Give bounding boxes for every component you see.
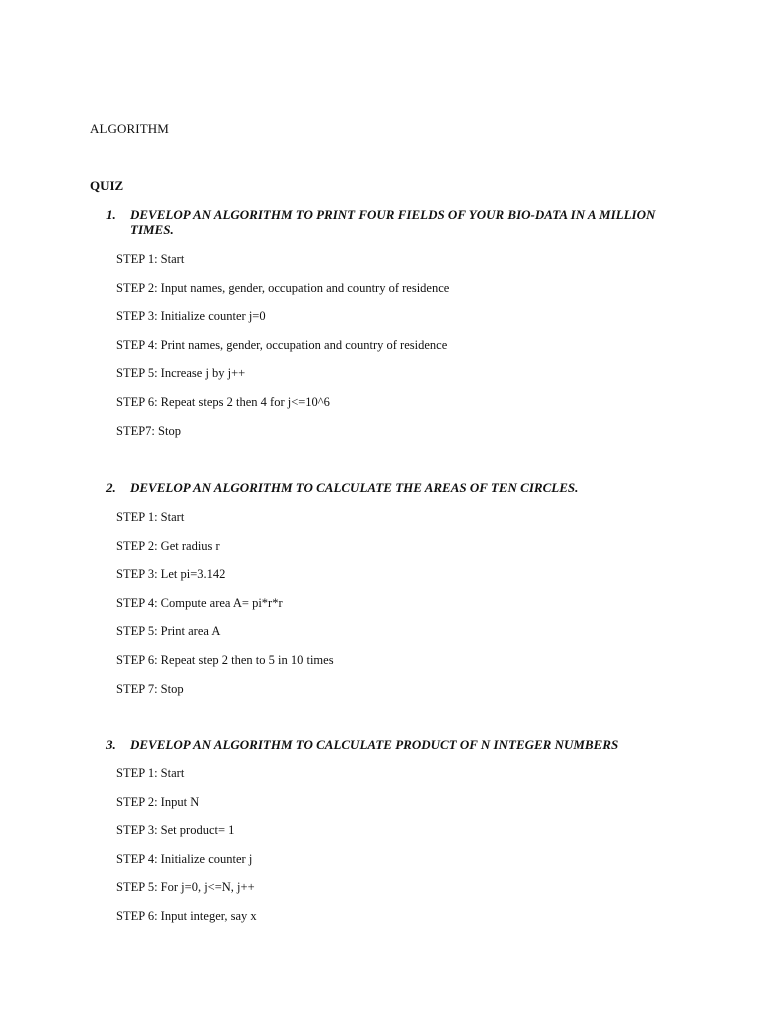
step-item: STEP7: Stop	[116, 423, 181, 438]
document-title: ALGORITHM	[90, 121, 169, 136]
question-3-steps	[116, 765, 257, 937]
step-item: STEP 1: Start	[116, 252, 185, 266]
step-item: STEP 7: Stop	[116, 681, 184, 696]
step-item: STEP 2: Input names, gender, occupation and country of residence	[116, 280, 450, 295]
step-item: STEP 6: Repeat step 2 then to 5 in 10 times	[116, 652, 334, 667]
step-item: STEP 5: For j=0, j<=N, j++	[116, 880, 255, 895]
question-text: DEVELOP AN ALGORITHM TO CALCULATE PRODUCT OF N INTEGER NUMBERS	[130, 737, 619, 752]
question-1-heading	[106, 207, 696, 237]
step-item: STEP 4: Initialize counter j	[116, 851, 253, 866]
step-item: STEP 2: Input N	[116, 794, 200, 809]
step-item: STEP 1: Start	[116, 766, 185, 780]
quiz-heading: QUIZ	[90, 178, 124, 193]
question-number: 2.	[106, 480, 116, 495]
question-text: DEVELOP AN ALGORITHM TO PRINT FOUR FIELDS OF YOUR BIO-DATA IN A MILLION TIMES.	[130, 207, 656, 237]
question-3-heading	[106, 737, 696, 752]
question-2-heading	[106, 480, 696, 495]
question-1-steps	[116, 251, 449, 451]
step-item: STEP 5: Print area A	[116, 624, 221, 639]
step-item: STEP 2: Get radius r	[116, 538, 220, 553]
step-item: STEP 3: Set product= 1	[116, 823, 235, 838]
question-2-steps	[116, 509, 334, 709]
question-number: 3.	[106, 737, 116, 752]
step-item: STEP 1: Start	[116, 510, 185, 524]
step-item: STEP 6: Input integer, say x	[116, 908, 257, 923]
question-number: 1.	[106, 207, 116, 222]
step-item: STEP 6: Repeat steps 2 then 4 for j<=10^6	[116, 394, 330, 409]
step-item: STEP 4: Print names, gender, occupation and country of residence	[116, 337, 448, 352]
step-item: STEP 5: Increase j by j++	[116, 366, 246, 381]
step-item: STEP 3: Initialize counter j=0	[116, 309, 266, 324]
step-item: STEP 4: Compute area A= pi*r*r	[116, 595, 283, 610]
step-item: STEP 3: Let pi=3.142	[116, 567, 226, 582]
question-text: DEVELOP AN ALGORITHM TO CALCULATE THE AREAS OF TEN CIRCLES.	[130, 480, 579, 495]
